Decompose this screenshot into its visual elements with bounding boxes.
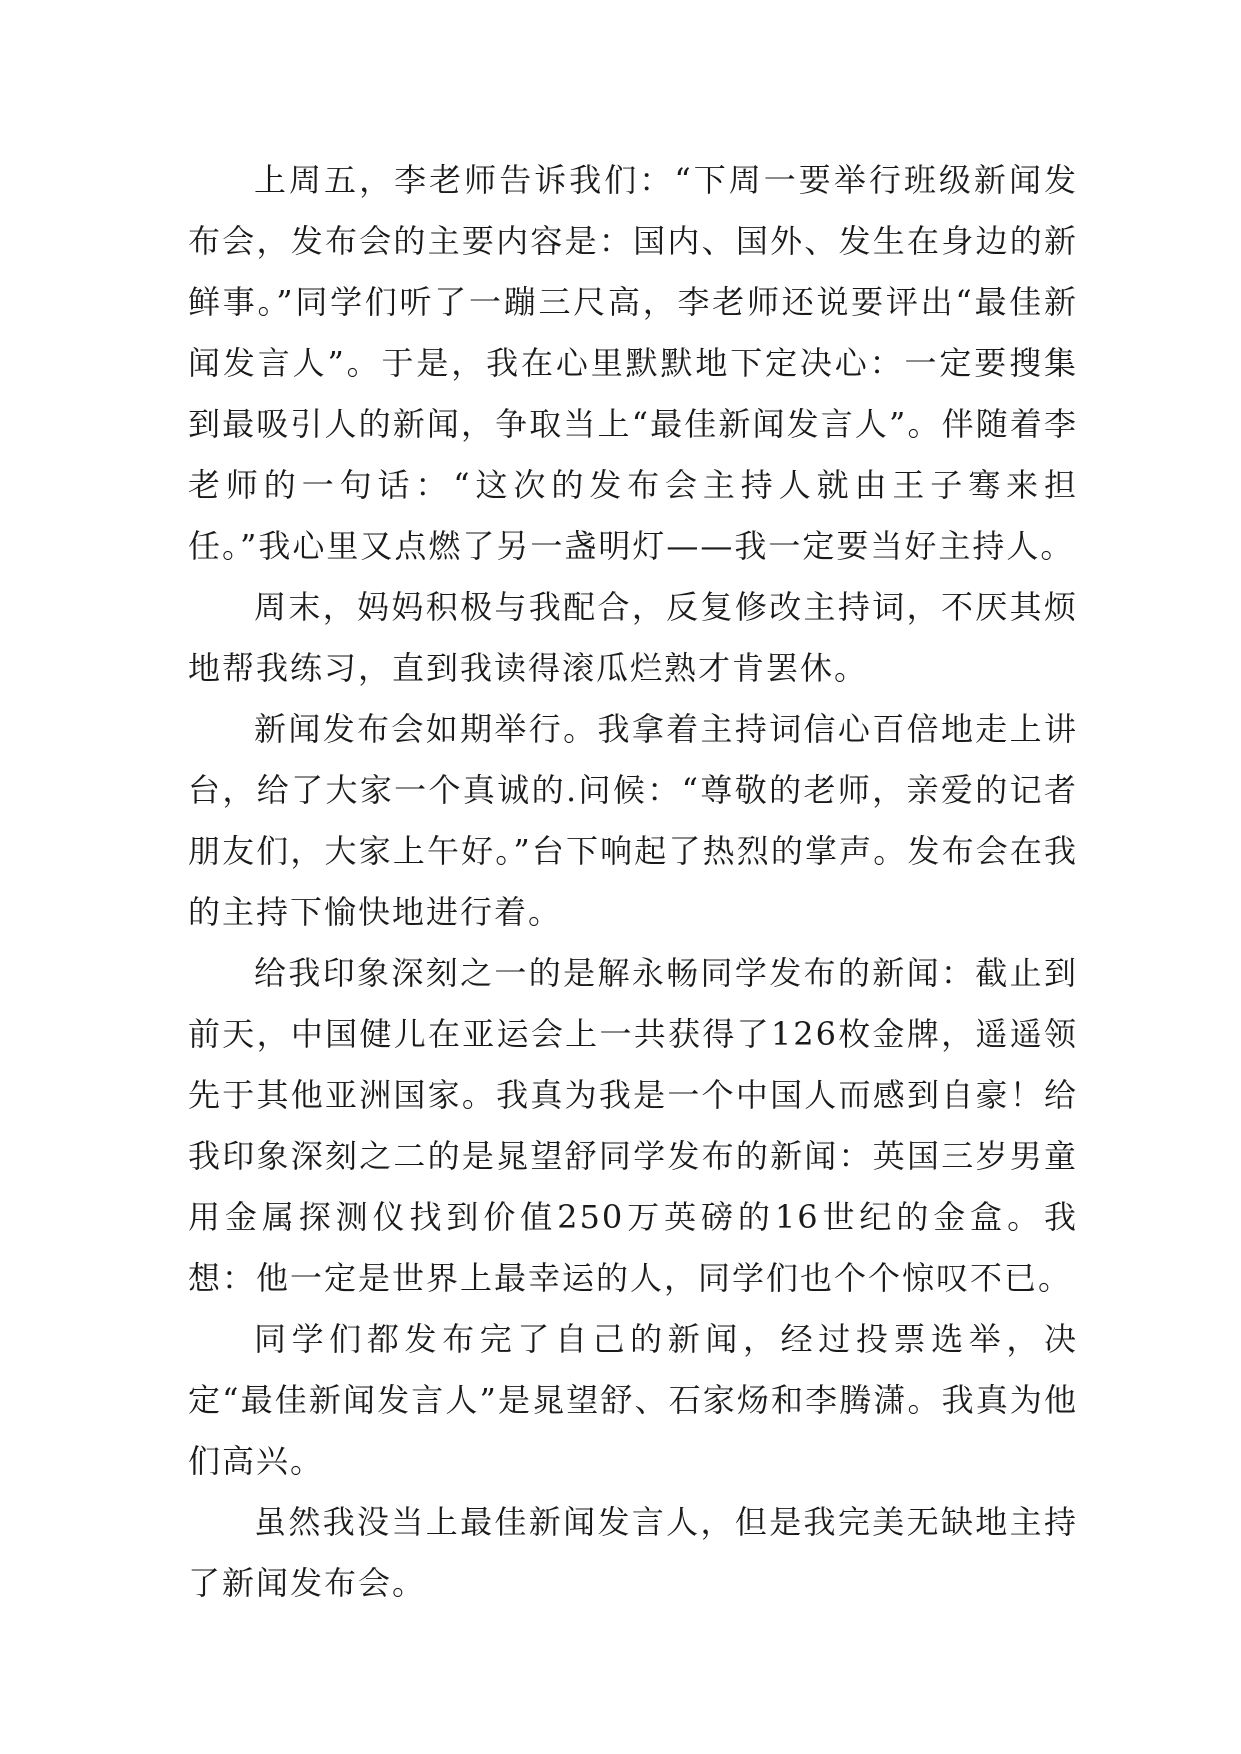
paragraph-4: 给我印象深刻之一的是解永畅同学发布的新闻：截止到前天，中国健儿在亚运会上一共获得了126枚金牌，遥遥领先于其他亚洲国家。我真为我是一个中国人而感到自豪！给我印象深刻之二的是晁望舒同学发布的新闻：英国三岁男童用金属探测仪找到价值250万英磅的16世纪的金盒。我想：他一定是世界上最幸运的人，同学们也个个惊叹不已。 <box>188 954 1078 1297</box>
paragraph-1: 上周五，李老师告诉我们：“下周一要举行班级新闻发布会，发布会的主要内容是：国内、国外、发生在身边的新鲜事。”同学们听了一蹦三尺高，李老师还说要评出“最佳新闻发言人”。于是，我在心里默默地下定决心：一定要搜集到最吸引人的新闻，争取当上“最佳新闻发言人”。伴随着李老师的一句话：“这次的发布会主持人就由王子骞来担任。”我心里又点燃了另一盏明灯——我一定要当好主持人。 <box>188 161 1078 565</box>
paragraph-3: 新闻发布会如期举行。我拿着主持词信心百倍地走上讲台，给了大家一个真诚的.问候：“尊敬的老师，亲爱的记者朋友们，大家上午好。”台下响起了热烈的掌声。发布会在我的主持下愉快地进行着。 <box>188 710 1078 931</box>
paragraph-5: 同学们都发布完了自己的新闻，经过投票选举，决定“最佳新闻发言人”是晁望舒、石家炀和李腾潇。我真为他们高兴。 <box>188 1320 1078 1480</box>
paragraph-2: 周末，妈妈积极与我配合，反复修改主持词，不厌其烦地帮我练习，直到我读得滚瓜烂熟才肯罢休。 <box>188 588 1078 687</box>
paragraph-6: 虽然我没当上最佳新闻发言人，但是我完美无缺地主持了新闻发布会。 <box>188 1503 1078 1602</box>
document-body <box>188 150 1078 1614</box>
